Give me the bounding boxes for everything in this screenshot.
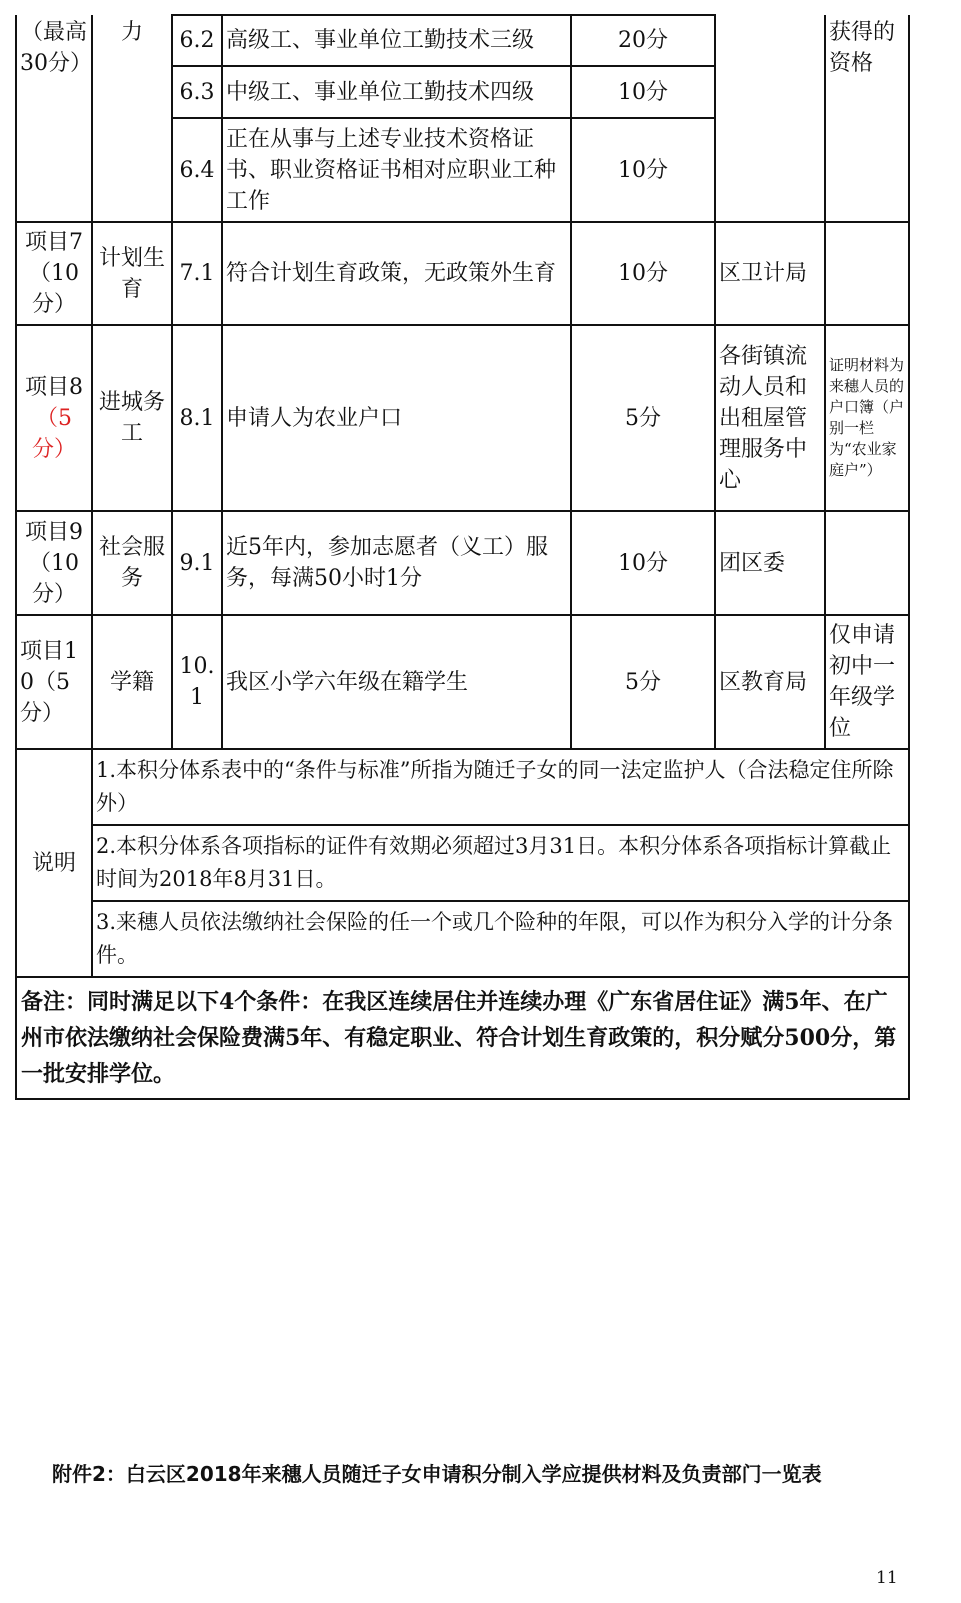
criterion: 正在从事与上述专业技术资格证书、职业资格证书相对应职业工种工作 bbox=[222, 118, 571, 222]
table-row bbox=[16, 511, 909, 615]
item-points: （10分） bbox=[29, 261, 79, 317]
criterion: 申请人为农业户口 bbox=[222, 325, 571, 511]
sub-code: 8.1 bbox=[172, 325, 222, 511]
dept: 各街镇流动人员和出租屋管理服务中心 bbox=[715, 325, 825, 511]
dept: 区教育局 bbox=[715, 615, 825, 749]
attachment-title: 附件2：白云区2018年来穗人员随迁子女申请积分制入学应提供材料及负责部门一览表 bbox=[52, 1462, 822, 1486]
item-10-label: 项目10（5分） bbox=[16, 615, 92, 749]
table-row bbox=[16, 222, 909, 325]
item-name: 学籍 bbox=[92, 615, 172, 749]
item-6-fragment: （最高30分） bbox=[16, 15, 92, 222]
item-8-cell bbox=[16, 325, 92, 511]
sub-code: 6.2 bbox=[172, 15, 222, 66]
sub-code: 9.1 bbox=[172, 511, 222, 615]
dept-cell bbox=[715, 15, 825, 222]
score: 10分 bbox=[571, 66, 715, 118]
note-item: 2.本积分体系各项指标的证件有效期必须超过3月31日。本积分体系各项指标计算截止时间为2018年8月31日。 bbox=[92, 825, 909, 901]
item-9-cell bbox=[16, 511, 92, 615]
item-7-cell bbox=[16, 222, 92, 325]
score: 10分 bbox=[571, 118, 715, 222]
score: 5分 bbox=[571, 615, 715, 749]
table-row bbox=[16, 325, 909, 511]
item-6-remark-fragment: 获得的资格 bbox=[825, 15, 909, 222]
dept: 区卫计局 bbox=[715, 222, 825, 325]
score: 10分 bbox=[571, 511, 715, 615]
criterion: 我区小学六年级在籍学生 bbox=[222, 615, 571, 749]
item-name: 进城务工 bbox=[92, 325, 172, 511]
remark bbox=[825, 222, 909, 325]
remark bbox=[825, 511, 909, 615]
criterion: 高级工、事业单位工勤技术三级 bbox=[222, 15, 571, 66]
table-row bbox=[16, 901, 909, 977]
table-row bbox=[16, 749, 909, 825]
remark: 证明材料为来穗人员的户口簿（户别一栏为“农业家庭户”） bbox=[825, 325, 909, 511]
criterion: 中级工、事业单位工勤技术四级 bbox=[222, 66, 571, 118]
sub-code: 6.3 bbox=[172, 66, 222, 118]
note-item: 3.来穗人员依法缴纳社会保险的任一个或几个险种的年限，可以作为积分入学的计分条件。 bbox=[92, 901, 909, 977]
table-row bbox=[16, 15, 909, 66]
item-points: （5分） bbox=[31, 405, 76, 462]
item-label: 项目9 bbox=[25, 519, 83, 545]
criterion: 符合计划生育政策，无政策外生育 bbox=[222, 222, 571, 325]
remark-footer: 备注：同时满足以下4个条件：在我区连续居住并连续办理《广东省居住证》满5年、在广州市依法缴纳社会保险费满5年、有稳定职业、符合计划生育政策的，积分赋分500分，第一批安排学位。 bbox=[16, 977, 909, 1099]
score: 5分 bbox=[571, 325, 715, 511]
table-row bbox=[16, 977, 909, 1099]
sub-code: 10.1 bbox=[172, 615, 222, 749]
page-number: 11 bbox=[876, 1568, 898, 1588]
score: 10分 bbox=[571, 222, 715, 325]
item-points: （10分） bbox=[29, 550, 79, 607]
item-6-name-fragment: 力 bbox=[92, 15, 172, 222]
table-row bbox=[16, 825, 909, 901]
score: 20分 bbox=[571, 15, 715, 66]
item-label: 项目7 bbox=[25, 230, 83, 255]
note-item: 1.本积分体系表中的“条件与标准”所指为随迁子女的同一法定监护人（合法稳定住所除外） bbox=[92, 749, 909, 825]
sub-code: 6.4 bbox=[172, 118, 222, 222]
criterion: 近5年内，参加志愿者（义工）服务，每满50小时1分 bbox=[222, 511, 571, 615]
dept: 团区委 bbox=[715, 511, 825, 615]
item-label: 项目8 bbox=[25, 374, 83, 400]
remark: 仅申请初中一年级学位 bbox=[825, 615, 909, 749]
item-name: 计划生育 bbox=[92, 222, 172, 325]
sub-code: 7.1 bbox=[172, 222, 222, 325]
points-system-table bbox=[15, 14, 910, 1100]
table-row bbox=[16, 615, 909, 749]
notes-label: 说明 bbox=[16, 749, 92, 977]
item-name: 社会服务 bbox=[92, 511, 172, 615]
